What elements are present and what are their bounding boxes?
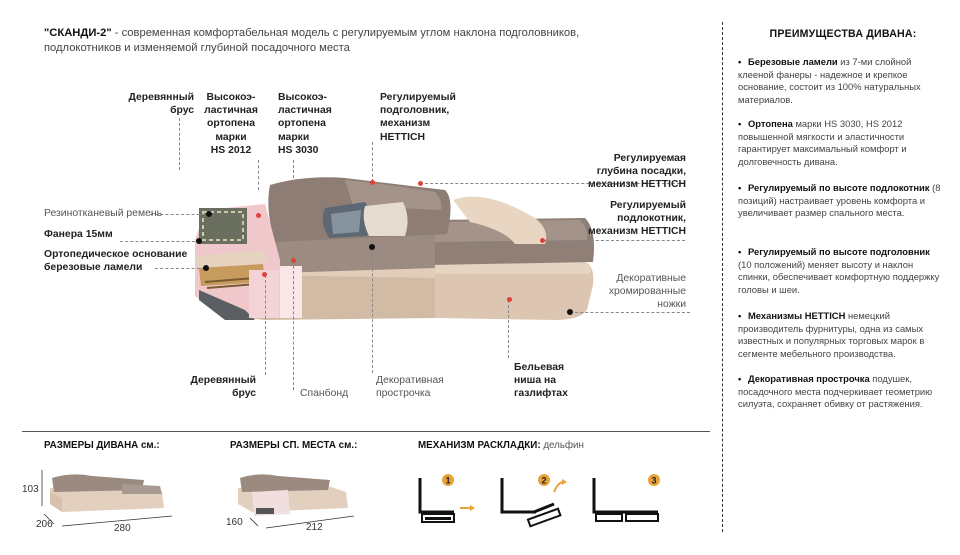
step-badge-1: 1 xyxy=(445,475,451,486)
label-chrome-legs: Декоративные хромированные ножки xyxy=(608,273,686,311)
label-wood-bar-bottom: Деревянный брус xyxy=(190,375,256,400)
advantage-item: • Механизмы HETTICH немецкий производитель фурнитуры, одна из самых известных и популярных торговых марок в сегменте мебельного производства. xyxy=(738,310,925,359)
label-spanbond: Спанбонд xyxy=(300,388,349,399)
advantage-item: • Березовые ламели из 7-ми слойной клееной фанеры - надежное и крепкое основание, состоит из 100% натуральных материалов. xyxy=(738,56,921,105)
marker-dot-red xyxy=(507,297,512,302)
marker-dot xyxy=(567,309,573,315)
label-stitching: Декоративная прострочка xyxy=(376,375,444,400)
step-badge-2: 2 xyxy=(541,475,547,486)
sofa-depth: 206 xyxy=(36,519,53,530)
label-ortho-base: Ортопедическое основание березовые ламели xyxy=(44,249,188,274)
marker-dot-red xyxy=(418,181,423,186)
marker-dot-red xyxy=(291,258,296,263)
marker-dot-red xyxy=(262,272,267,277)
label-rubber-belt: Резинотканевый ремень xyxy=(44,208,163,219)
label-plywood: Фанера 15мм xyxy=(44,229,113,240)
marker-dot xyxy=(206,211,212,217)
label-armrest: Регулируемый подлокотник, механизм HETTICH xyxy=(587,200,686,238)
label-seat-depth: Регулируемая глубина посадки, механизм HETTICH xyxy=(587,153,686,191)
panel-divider xyxy=(722,22,723,532)
mechanism-steps xyxy=(412,468,672,530)
label-wood-bar-top: Деревянный брус xyxy=(128,92,194,117)
marker-dot xyxy=(196,238,202,244)
intro-text xyxy=(44,26,604,56)
marker-dot xyxy=(203,265,209,271)
sofa-illustration xyxy=(185,170,615,330)
advantage-item: • Регулируемый по высоте подлокотник (8 позиций) настраивает уровень комфорта и увеличивает размер спального места. xyxy=(738,182,941,219)
model-description: - современная комфортабельная модель с регулируемым углом наклона подголовников, подлокотников и изменяемой глубиной посадочного места xyxy=(44,27,580,54)
marker-dot-red xyxy=(256,213,261,218)
step-badge-3: 3 xyxy=(651,475,657,486)
sofa-sizes-heading: РАЗМЕРЫ ДИВАНА см.: xyxy=(44,440,160,451)
model-title: "СКАНДИ-2" xyxy=(44,27,112,39)
sofa-width: 280 xyxy=(114,523,131,534)
sofa-height: 103 xyxy=(22,484,39,495)
marker-dot-red xyxy=(370,180,375,185)
bed-width: 212 xyxy=(306,522,323,533)
label-foam-hs3030: Высокоэ- ластичная ортопена марки HS 3030 xyxy=(278,92,332,156)
bottom-divider xyxy=(22,431,710,432)
label-headrest: Регулируемый подголовник, механизм HETTICH xyxy=(380,92,456,143)
label-foam-hs2012: Высокоэ- ластичная ортопена марки HS 2012 xyxy=(204,92,258,156)
bed-depth: 160 xyxy=(226,517,243,528)
label-linen-box: Бельевая ниша на газлифтах xyxy=(514,362,568,400)
marker-dot-red xyxy=(540,238,545,243)
bed-sizes-heading: РАЗМЕРЫ СП. МЕСТА см.: xyxy=(230,440,358,451)
advantage-item: • Декоративная прострочка подушек, посадочного места подчеркивает геометрию силуэта, сохраняет обивку от растяжения. xyxy=(738,373,933,410)
mechanism-heading: МЕХАНИЗМ РАСКЛАДКИ: дельфин xyxy=(418,440,584,451)
advantages-title: ПРЕИМУЩЕСТВА ДИВАНА: xyxy=(769,28,917,40)
advantage-item: • Регулируемый по высоте подголовник (10 положений) меняет высоту и наклон спинки, обеспечивает комфортную поддержку головы и шеи. xyxy=(738,246,940,295)
marker-dot xyxy=(369,244,375,250)
advantage-item: • Ортопена марки HS 3030, HS 2012 повышенной мягкости и эластичности гарантирует максимальный комфорт и долговечность дивана. xyxy=(738,118,907,167)
